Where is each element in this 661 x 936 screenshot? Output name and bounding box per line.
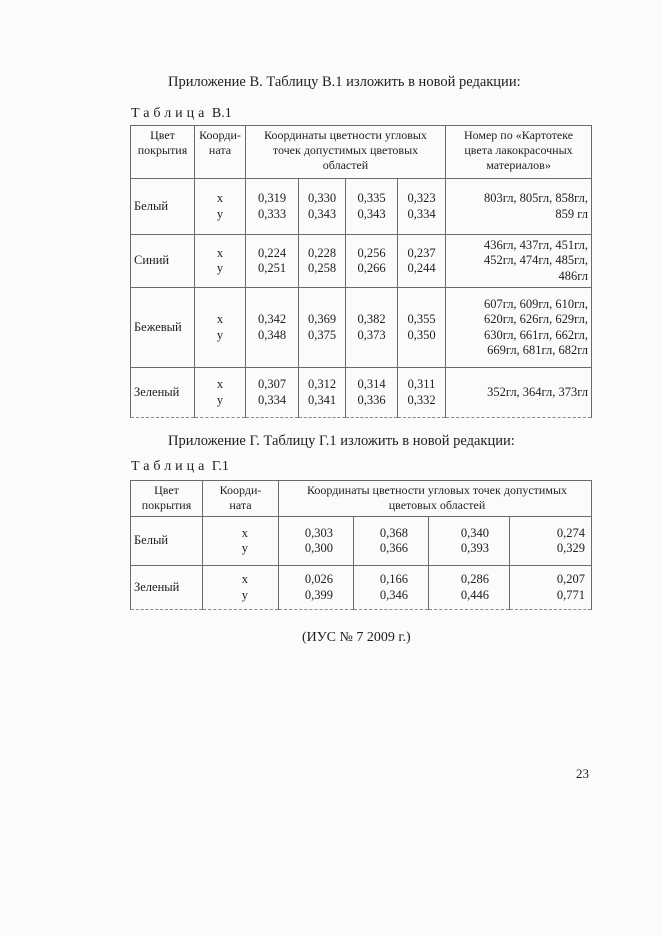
y-value: 0,258	[307, 261, 337, 275]
coord-y-label: y	[241, 541, 248, 555]
table-b-caption	[131, 106, 232, 122]
chromaticity-cell	[299, 179, 346, 235]
chromaticity-cell	[398, 288, 446, 368]
x-value: 0,335	[357, 191, 386, 205]
y-value: 0,244	[407, 261, 436, 275]
x-value: 0,274	[556, 525, 586, 540]
table-b-header-catalog: Номер по «Картотеке цвета лакокрасочных материалов»	[446, 126, 592, 179]
coord-x-label: x	[216, 312, 224, 326]
x-value: 0,312	[307, 377, 337, 391]
page-number: 23	[576, 766, 589, 781]
chromaticity-cell	[354, 517, 429, 566]
chromaticity-cell	[299, 288, 346, 368]
x-value: 0,369	[307, 312, 337, 326]
coord-x-label: x	[216, 191, 224, 205]
table-b-header-coordinate: Коорди- ната	[195, 126, 246, 179]
y-value: 0,350	[407, 327, 436, 342]
x-value: 0,355	[407, 312, 436, 326]
row-coordinate-labels	[203, 566, 279, 610]
y-value: 0,393	[460, 541, 489, 555]
chromaticity-cell	[398, 235, 446, 288]
y-value: 0,341	[307, 392, 337, 407]
table-b-header-color: Цвет покрытия	[131, 126, 195, 179]
coord-x-label: x	[241, 525, 248, 540]
coord-x-label: x	[216, 377, 224, 391]
y-value: 0,771	[556, 587, 586, 602]
table-b-caption-number: В.1	[211, 106, 232, 121]
table-b	[130, 125, 592, 418]
catalog-numbers	[446, 179, 592, 235]
x-value: 0,303	[304, 525, 333, 540]
table-g-caption	[131, 459, 229, 475]
x-value: 0,166	[379, 572, 408, 586]
catalog-numbers	[446, 368, 592, 418]
coord-x-label: x	[241, 572, 248, 586]
chromaticity-cell	[346, 368, 398, 418]
y-value: 0,373	[357, 327, 386, 342]
x-value: 0,323	[407, 191, 436, 205]
x-value: 0,228	[307, 245, 337, 260]
row-coordinate-labels	[195, 235, 246, 288]
row-color-label: Синий	[131, 235, 195, 288]
y-value: 0,251	[257, 261, 287, 275]
x-value: 0,382	[357, 312, 386, 326]
x-value: 0,311	[407, 377, 436, 391]
y-value: 0,334	[407, 206, 436, 221]
chromaticity-cell	[246, 368, 299, 418]
table-g-header-chromaticity: Координаты цветности угловых точек допустимых цветовых областей	[279, 481, 592, 517]
table-row	[131, 566, 592, 610]
x-value: 0,224	[257, 245, 287, 260]
catalog-line: 452гл, 474гл, 485гл,	[483, 253, 589, 268]
catalog-numbers	[446, 235, 592, 288]
y-value: 0,348	[257, 327, 287, 342]
catalog-line: 803гл, 805гл, 858гл,	[483, 191, 589, 205]
coord-y-label: y	[241, 587, 248, 602]
y-value: 0,336	[357, 392, 386, 407]
coord-y-label: y	[216, 327, 224, 342]
table-g-header-coordinate: Коорди- ната	[203, 481, 279, 517]
catalog-line: 859 гл	[555, 206, 589, 221]
x-value: 0,330	[307, 191, 337, 205]
table-row	[131, 368, 592, 418]
y-value: 0,333	[257, 206, 287, 221]
row-coordinate-labels	[195, 368, 246, 418]
y-value: 0,399	[304, 587, 333, 602]
chromaticity-cell	[398, 179, 446, 235]
y-value: 0,334	[257, 392, 287, 407]
table-row	[131, 179, 592, 235]
x-value: 0,307	[257, 377, 287, 391]
catalog-line: 620гл, 626гл, 629гл,	[483, 312, 589, 326]
y-value: 0,332	[407, 392, 436, 407]
x-value: 0,368	[379, 525, 408, 540]
chromaticity-cell	[246, 288, 299, 368]
row-color-label: Белый	[131, 179, 195, 235]
x-value: 0,314	[357, 377, 386, 391]
x-value: 0,256	[357, 245, 386, 260]
x-value: 0,342	[257, 312, 287, 326]
y-value: 0,346	[379, 587, 408, 602]
table-g	[130, 480, 592, 610]
row-color-label: Белый	[131, 517, 203, 566]
chromaticity-cell	[346, 179, 398, 235]
row-color-label: Зеленый	[131, 368, 195, 418]
row-color-label: Бежевый	[131, 288, 195, 368]
amendment-reference: (ИУС № 7 2009 г.)	[302, 630, 411, 645]
chromaticity-cell	[510, 517, 592, 566]
y-value: 0,446	[460, 587, 489, 602]
catalog-line: 630гл, 661гл, 662гл,	[483, 327, 589, 342]
chromaticity-cell	[429, 517, 510, 566]
catalog-line: 436гл, 437гл, 451гл,	[483, 237, 589, 252]
coord-x-label: x	[216, 245, 224, 260]
table-b-caption-word: Таблица	[131, 106, 209, 121]
chromaticity-cell	[299, 368, 346, 418]
x-value: 0,237	[407, 245, 436, 260]
x-value: 0,286	[460, 572, 489, 586]
appendix-b-instruction: Приложение В. Таблицу В.1 изложить в новой редакции:	[168, 74, 521, 90]
y-value: 0,343	[357, 206, 386, 221]
chromaticity-cell	[510, 566, 592, 610]
table-g-header-color: Цвет покрытия	[131, 481, 203, 517]
catalog-line: 669гл, 681гл, 682гл	[487, 343, 589, 357]
row-color-label: Зеленый	[131, 566, 203, 610]
chromaticity-cell	[246, 179, 299, 235]
row-coordinate-labels	[195, 288, 246, 368]
x-value: 0,340	[460, 525, 489, 540]
coord-y-label: y	[216, 392, 224, 407]
x-value: 0,026	[304, 572, 333, 586]
table-row	[131, 288, 592, 368]
table-b-header-chromaticity: Координаты цветности угловых точек допустимых цветовых областей	[246, 126, 446, 179]
y-value: 0,375	[307, 327, 337, 342]
chromaticity-cell	[279, 517, 354, 566]
catalog-line: 607гл, 609гл, 610гл,	[483, 296, 589, 311]
chromaticity-cell	[279, 566, 354, 610]
row-coordinate-labels	[203, 517, 279, 566]
y-value: 0,366	[379, 541, 408, 555]
catalog-numbers	[446, 288, 592, 368]
coord-y-label: y	[216, 261, 224, 275]
chromaticity-cell	[346, 288, 398, 368]
chromaticity-cell	[246, 235, 299, 288]
y-value: 0,300	[304, 541, 333, 555]
catalog-line: 352гл, 364гл, 373гл	[487, 384, 589, 399]
chromaticity-cell	[346, 235, 398, 288]
y-value: 0,343	[307, 206, 337, 221]
y-value: 0,266	[357, 261, 386, 275]
chromaticity-cell	[398, 368, 446, 418]
table-g-caption-word: Таблица	[131, 459, 209, 474]
chromaticity-cell	[299, 235, 346, 288]
x-value: 0,319	[257, 191, 287, 205]
coord-y-label: y	[216, 206, 224, 221]
table-row	[131, 235, 592, 288]
catalog-line: 486гл	[558, 268, 589, 283]
row-coordinate-labels	[195, 179, 246, 235]
chromaticity-cell	[354, 566, 429, 610]
x-value: 0,207	[556, 572, 586, 586]
y-value: 0,329	[556, 541, 586, 555]
chromaticity-cell	[429, 566, 510, 610]
table-row	[131, 517, 592, 566]
appendix-g-instruction: Приложение Г. Таблицу Г.1 изложить в новой редакции:	[168, 433, 515, 449]
table-g-caption-number: Г.1	[211, 459, 229, 474]
